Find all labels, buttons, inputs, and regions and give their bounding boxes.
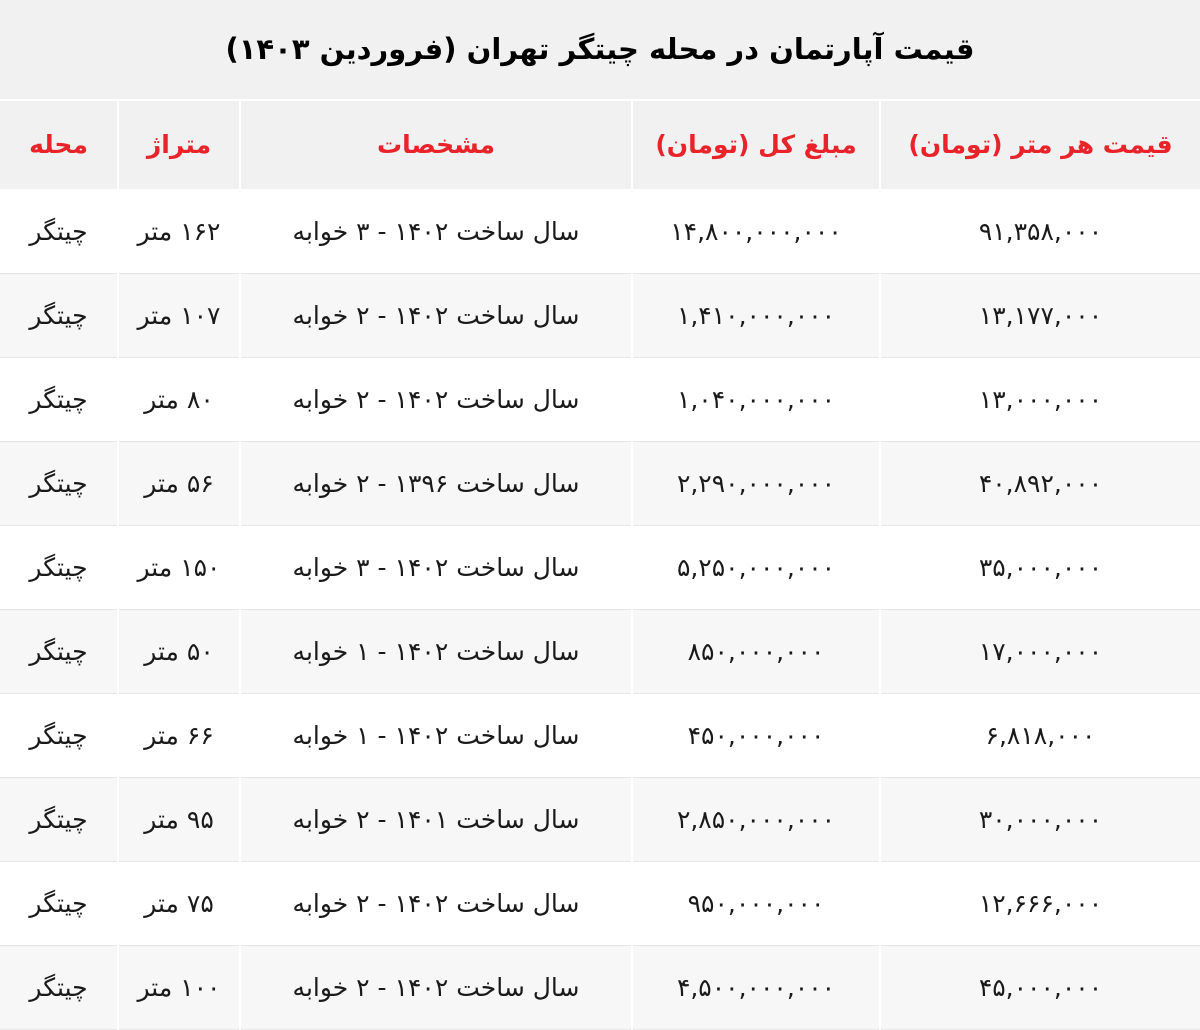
- cell-price-per-meter: ۱۳,۱۷۷,۰۰۰: [880, 274, 1200, 358]
- cell-price-per-meter: ۶,۸۱۸,۰۰۰: [880, 694, 1200, 778]
- cell-price-per-meter: ۱۲,۶۶۶,۰۰۰: [880, 862, 1200, 946]
- table-header-row: [0, 101, 1200, 190]
- table-row: [0, 442, 1200, 526]
- table-row: [0, 694, 1200, 778]
- cell-total-price: ۱,۴۱۰,۰۰۰,۰۰۰: [632, 274, 880, 358]
- cell-total-price: ۹۵۰,۰۰۰,۰۰۰: [632, 862, 880, 946]
- cell-price-per-meter: ۱۷,۰۰۰,۰۰۰: [880, 610, 1200, 694]
- cell-specs: سال ساخت ۱۴۰۲ - ۳ خوابه: [240, 190, 632, 274]
- document-title-bar: [0, 0, 1200, 101]
- cell-area: ۹۵ متر: [118, 778, 240, 862]
- table-row: [0, 946, 1200, 1030]
- column-header-total-price: مبلغ کل (تومان): [632, 101, 880, 190]
- cell-specs: سال ساخت ۱۴۰۲ - ۲ خوابه: [240, 274, 632, 358]
- table-row: [0, 190, 1200, 274]
- cell-price-per-meter: ۳۰,۰۰۰,۰۰۰: [880, 778, 1200, 862]
- cell-total-price: ۵,۲۵۰,۰۰۰,۰۰۰: [632, 526, 880, 610]
- cell-area: ۱۰۷ متر: [118, 274, 240, 358]
- cell-neighborhood: چیتگر: [0, 946, 118, 1030]
- apartment-price-table: [0, 101, 1200, 1030]
- cell-neighborhood: چیتگر: [0, 442, 118, 526]
- cell-price-per-meter: ۳۵,۰۰۰,۰۰۰: [880, 526, 1200, 610]
- cell-price-per-meter: ۱۳,۰۰۰,۰۰۰: [880, 358, 1200, 442]
- cell-specs: سال ساخت ۱۳۹۶ - ۲ خوابه: [240, 442, 632, 526]
- cell-total-price: ۴۵۰,۰۰۰,۰۰۰: [632, 694, 880, 778]
- cell-area: ۵۰ متر: [118, 610, 240, 694]
- table-row: [0, 778, 1200, 862]
- table-body: [0, 190, 1200, 1030]
- cell-specs: سال ساخت ۱۴۰۲ - ۲ خوابه: [240, 862, 632, 946]
- cell-total-price: ۴,۵۰۰,۰۰۰,۰۰۰: [632, 946, 880, 1030]
- cell-area: ۵۶ متر: [118, 442, 240, 526]
- cell-neighborhood: چیتگر: [0, 190, 118, 274]
- cell-neighborhood: چیتگر: [0, 778, 118, 862]
- column-header-neighborhood: محله: [0, 101, 118, 190]
- column-header-area: متراژ: [118, 101, 240, 190]
- cell-area: ۶۶ متر: [118, 694, 240, 778]
- table-row: [0, 358, 1200, 442]
- column-header-specs: مشخصات: [240, 101, 632, 190]
- cell-neighborhood: چیتگر: [0, 526, 118, 610]
- cell-total-price: ۲,۲۹۰,۰۰۰,۰۰۰: [632, 442, 880, 526]
- cell-area: ۱۰۰ متر: [118, 946, 240, 1030]
- table-row: [0, 526, 1200, 610]
- cell-neighborhood: چیتگر: [0, 358, 118, 442]
- cell-neighborhood: چیتگر: [0, 610, 118, 694]
- cell-neighborhood: چیتگر: [0, 862, 118, 946]
- cell-area: ۸۰ متر: [118, 358, 240, 442]
- cell-specs: سال ساخت ۱۴۰۱ - ۲ خوابه: [240, 778, 632, 862]
- cell-specs: سال ساخت ۱۴۰۲ - ۲ خوابه: [240, 946, 632, 1030]
- cell-total-price: ۱,۰۴۰,۰۰۰,۰۰۰: [632, 358, 880, 442]
- cell-total-price: ۸۵۰,۰۰۰,۰۰۰: [632, 610, 880, 694]
- column-header-price-per-meter: قیمت هر متر (تومان): [880, 101, 1200, 190]
- table-row: [0, 274, 1200, 358]
- table-header: [0, 101, 1200, 190]
- page-title: قیمت آپارتمان در محله چیتگر تهران (فروردین ۱۴۰۳): [225, 31, 975, 66]
- cell-neighborhood: چیتگر: [0, 274, 118, 358]
- table-row: [0, 862, 1200, 946]
- cell-area: ۱۵۰ متر: [118, 526, 240, 610]
- cell-area: ۷۵ متر: [118, 862, 240, 946]
- cell-area: ۱۶۲ متر: [118, 190, 240, 274]
- table-row: [0, 610, 1200, 694]
- cell-specs: سال ساخت ۱۴۰۲ - ۱ خوابه: [240, 610, 632, 694]
- cell-neighborhood: چیتگر: [0, 694, 118, 778]
- cell-total-price: ۱۴,۸۰۰,۰۰۰,۰۰۰: [632, 190, 880, 274]
- cell-price-per-meter: ۴۰,۸۹۲,۰۰۰: [880, 442, 1200, 526]
- cell-price-per-meter: ۹۱,۳۵۸,۰۰۰: [880, 190, 1200, 274]
- cell-price-per-meter: ۴۵,۰۰۰,۰۰۰: [880, 946, 1200, 1030]
- cell-specs: سال ساخت ۱۴۰۲ - ۳ خوابه: [240, 526, 632, 610]
- cell-specs: سال ساخت ۱۴۰۲ - ۱ خوابه: [240, 694, 632, 778]
- cell-specs: سال ساخت ۱۴۰۲ - ۲ خوابه: [240, 358, 632, 442]
- cell-total-price: ۲,۸۵۰,۰۰۰,۰۰۰: [632, 778, 880, 862]
